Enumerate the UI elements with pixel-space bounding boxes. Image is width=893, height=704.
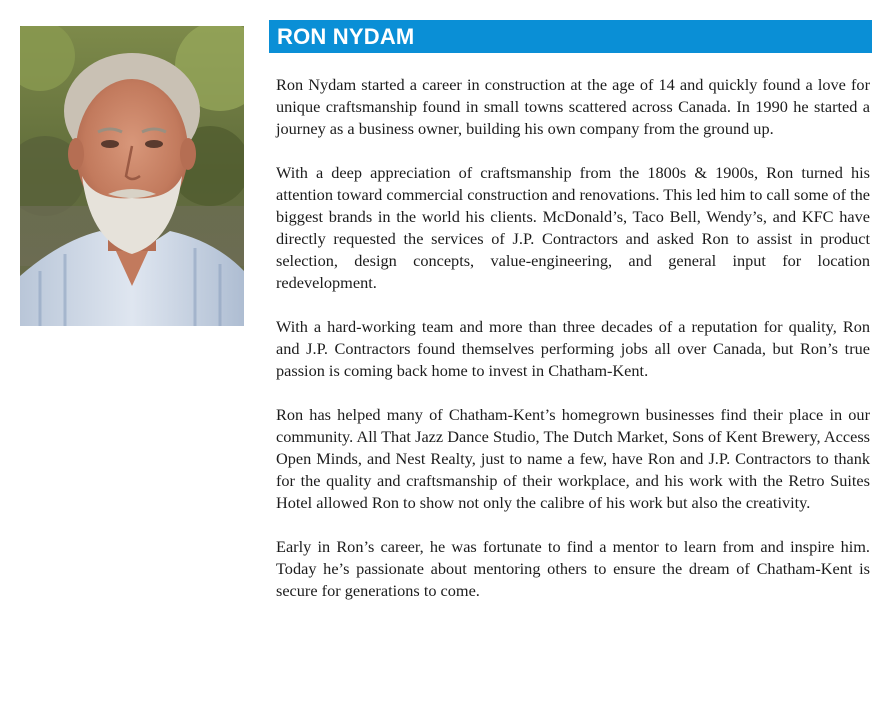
profile-photo <box>20 26 244 326</box>
portrait-image <box>20 26 244 326</box>
bio-paragraph: With a hard-working team and more than three decades of a reputation for quality, Ron and J.P. Contractors found themselves performing jobs all over Canada, but Ron’s true passion is coming back home to invest in Chatham-Kent. <box>276 317 870 380</box>
bio-paragraph: With a deep appreciation of craftsmanship from the 1800s & 1900s, Ron turned his attention toward commercial construction and renovations. This led him to call some of the biggest brands in the world his clients. McDonald’s, Taco Bell, Wendy’s, and KFC have directly requested the services of J.P. Contractors and asked Ron to assist in product selection, design concepts, value-engineering, and general input for location redevelopment. <box>276 163 870 292</box>
person-name: RON NYDAM <box>277 23 415 49</box>
biography <box>276 74 870 624</box>
bio-paragraph: Ron has helped many of Chatham-Kent’s homegrown businesses find their place in our community. All That Jazz Dance Studio, The Dutch Market, Sons of Kent Brewery, Access Open Minds, and Nest Realty, just to name a few, have Ron and J.P. Contractors to thank for the quality and craftsmanship of their workplace, and his work with the Retro Suites Hotel allowed Ron to show not only the calibre of his work but also the creativity. <box>276 405 870 512</box>
bio-paragraph: Ron Nydam started a career in construction at the age of 14 and quickly found a love for unique craftsmanship found in small towns scattered across Canada. In 1990 he started a journey as a business owner, building his own company from the ground up. <box>276 75 870 138</box>
bio-paragraph: Early in Ron’s career, he was fortunate to find a mentor to learn from and inspire him. Today he’s passionate about mentoring others to ensure the dream of Chatham-Kent is secure for generations to come. <box>276 537 870 600</box>
name-banner <box>269 20 872 53</box>
